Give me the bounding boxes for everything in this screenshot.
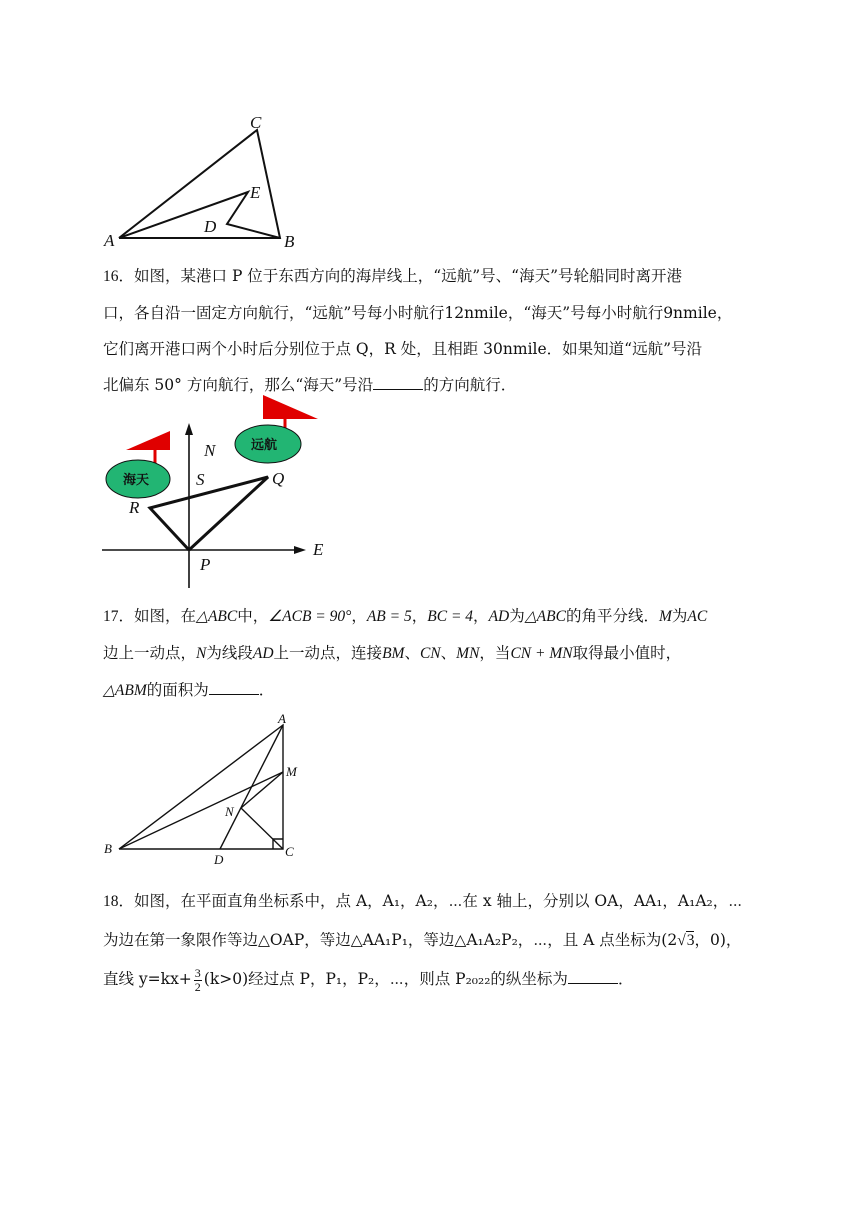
triangle-abc [119,725,283,849]
question-18 [103,882,763,998]
north-arrow-icon [185,423,193,435]
label-c: C [250,113,262,132]
segment-ad [220,725,283,849]
q16-line-4: 北偏东 50° 方向航行，那么“海天”号沿 的方向航行． [103,376,517,394]
label-s: S [196,470,205,489]
segment-mn [241,772,283,808]
question-16 [103,258,763,403]
label-m: M [286,764,297,779]
east-arrow-icon [294,546,306,554]
q18-line-3: 直线 y=kx+ $\frac{3}{2}$ (k>0)经过点 P，P₁，P₂，⋯，则点 P₂₀₂₂的纵坐标为 ． [103,965,634,994]
ship-label-haitian: 海天 [123,473,150,488]
question-number: 17． [103,608,135,625]
flag-yuanhang-icon [263,395,318,419]
figure-q15-triangle [100,108,320,253]
label-d: D [204,217,217,236]
figure-q17-triangle [100,708,310,866]
flag-haitian-icon [126,431,170,450]
label-c: C [285,844,294,859]
label-d: D [214,852,224,866]
question-number: 16． [103,268,135,285]
answer-blank [568,969,618,984]
label-e: E [250,183,261,202]
label-n: N [204,441,216,460]
label-n: N [225,804,234,819]
q16-line-3: 它们离开港口两个小时后分别位于点 Q，R 处，且相距 30nmile．如果知道“远航”号沿 [103,340,703,358]
label-q: Q [272,469,285,488]
answer-blank [373,375,423,390]
label-e: E [313,540,324,559]
ship-label-yuanhang: 远航 [251,438,278,453]
ship-haitian [106,431,170,498]
sqrt-expression: √3 [677,932,695,949]
label-a: A [278,711,286,726]
segment-nc [241,808,283,849]
label-b: B [284,232,295,251]
fraction-three-halves: $\frac{3}{2}$ [194,965,201,994]
question-17 [103,598,763,709]
segment-bm [119,772,283,849]
label-b: B [104,841,112,856]
label-p: P [200,555,211,574]
q18-line-1: 18．如图，在平面直角坐标系中，点 A，A₁，A₂，⋯在 x 轴上，分别以 OA，AA₁，A₁A₂，⋯ [103,892,743,910]
q16-line-2: 口，各自沿一固定方向航行，“远航”号每小时航行12nmile，“海天”号每小时航行9nmile， [103,304,733,322]
label-a: A [104,231,115,250]
figure-q16-ships [100,393,340,593]
question-number: 18． [103,893,135,910]
ship-yuanhang [235,395,318,463]
q16-line-1: 16．如图，某港口 P 位于东西方向的海岸线上，“远航”号、“海天”号轮船同时离开港 [103,267,682,285]
q17-line-3: △ABM的面积为 ． [103,681,275,699]
triangle-pqr [150,477,268,550]
label-r: R [129,498,140,517]
q17-line-2: 边上一动点，N为线段AD上一动点，连接BM、CN、MN，当CN + MN取得最小值时， [103,644,682,662]
q17-line-1: 17．如图，在△ABC中，∠ACB = 90°，AB = 5，BC = 4，AD为△ABC的角平分线．M为AC [103,607,708,625]
answer-blank [209,680,259,695]
q18-line-2: 为边在第一象限作等边△OAP，等边△AA₁P₁，等边△A₁A₂P₂，⋯，且 A 点坐标为(2√3，0)， [103,931,742,949]
